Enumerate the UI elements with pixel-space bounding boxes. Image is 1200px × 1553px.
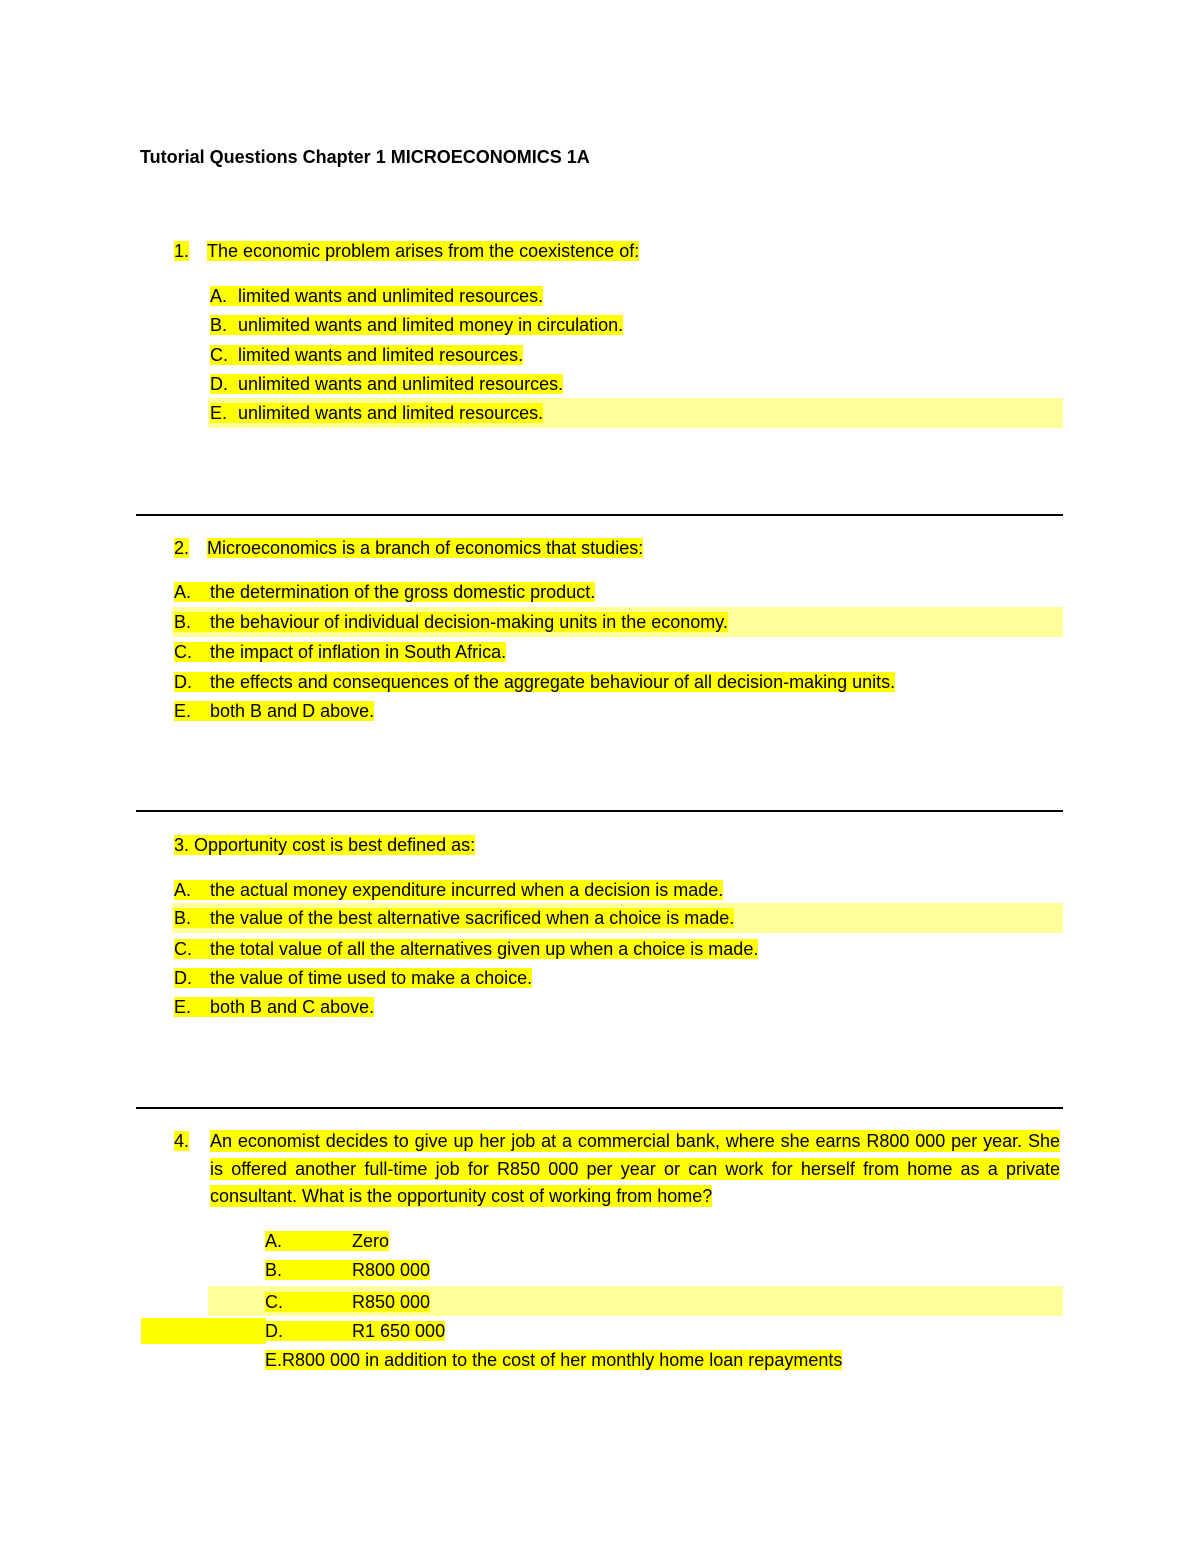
option-letter: E.	[174, 997, 192, 1017]
section-divider	[136, 810, 1063, 812]
option-letter: E.	[174, 701, 192, 721]
q1-option-d	[210, 371, 563, 397]
question-text: Microeconomics is a branch of economics that studies:	[207, 538, 644, 558]
question-2	[174, 535, 643, 561]
question-number: 4.	[174, 1131, 190, 1151]
option-letter: C.	[174, 939, 192, 959]
option-letter: C.	[265, 1292, 283, 1312]
q2-option-d	[174, 669, 895, 695]
q3-option-e	[174, 994, 374, 1020]
question-1	[174, 238, 639, 264]
question-4-number	[174, 1128, 189, 1154]
option-letter: A.	[265, 1231, 283, 1251]
q2-option-e	[174, 698, 374, 724]
option-text: the impact of inflation in South Africa.	[210, 642, 507, 662]
option-text: Zero	[352, 1231, 390, 1251]
q2-option-b	[174, 609, 728, 635]
option-text: the behaviour of individual decision-making units in the economy.	[210, 612, 728, 632]
question-text: The economic problem arises from the coexistence of:	[207, 241, 640, 261]
document-title: Tutorial Questions Chapter 1 MICROECONOMICS 1A	[140, 147, 590, 167]
option-text: the value of the best alternative sacrificed when a choice is made.	[210, 908, 735, 928]
q1-option-b	[210, 312, 623, 338]
option-letter: A.	[210, 286, 228, 306]
q3-option-a	[174, 877, 723, 903]
q2-option-a	[174, 579, 595, 605]
option-letter: B.	[265, 1260, 283, 1280]
q4-option-d	[265, 1318, 445, 1344]
option-letter: D.	[174, 968, 192, 988]
option-text: R1 650 000	[352, 1321, 446, 1341]
option-text: R800 000	[352, 1260, 431, 1280]
option-letter: E.	[210, 403, 228, 423]
q3-option-c	[174, 936, 758, 962]
option-letter: D.	[265, 1321, 283, 1341]
option-text: both B and C above.	[210, 997, 375, 1017]
q1-option-a	[210, 283, 543, 309]
q4-option-e	[265, 1347, 842, 1373]
option-letter: B.	[174, 908, 192, 928]
option-letter: D.	[210, 374, 228, 394]
question-text: An economist decides to give up her job at a commercial bank, where she earns R800 000 per year. She is offered another full-time job for R850 000 per year or can work for herself from home as a private consultant. What is the opportunity cost of working from home?	[210, 1131, 1060, 1206]
option-text: unlimited wants and limited money in circulation.	[238, 315, 624, 335]
option-letter: B.	[210, 315, 228, 335]
option-text: unlimited wants and unlimited resources.	[238, 374, 564, 394]
option-text: the value of time used to make a choice.	[210, 968, 533, 988]
q3-option-b	[174, 905, 734, 931]
highlight-fill	[141, 1318, 266, 1344]
question-3	[174, 832, 475, 858]
q3-option-d	[174, 965, 532, 991]
option-letter: D.	[174, 672, 192, 692]
option-text: limited wants and limited resources.	[238, 345, 524, 365]
option-text: E.R800 000 in addition to the cost of her monthly home loan repayments	[265, 1350, 843, 1370]
question-number: 1.	[174, 241, 190, 261]
q4-option-c	[265, 1289, 430, 1315]
question-4-text	[210, 1128, 1060, 1211]
option-text: the effects and consequences of the aggregate behaviour of all decision-making units.	[210, 672, 896, 692]
option-letter: A.	[174, 582, 192, 602]
option-text: R850 000	[352, 1292, 431, 1312]
option-letter: C.	[210, 345, 228, 365]
option-text: the total value of all the alternatives given up when a choice is made.	[210, 939, 759, 959]
section-divider	[136, 514, 1063, 516]
option-text: the determination of the gross domestic product.	[210, 582, 596, 602]
option-text: the actual money expenditure incurred when a decision is made.	[210, 880, 724, 900]
option-text: unlimited wants and limited resources.	[238, 403, 544, 423]
section-divider	[136, 1107, 1063, 1109]
option-letter: C.	[174, 642, 192, 662]
question-text: 3. Opportunity cost is best defined as:	[174, 835, 476, 855]
option-letter: A.	[174, 880, 192, 900]
q4-option-b	[265, 1257, 430, 1283]
option-text: both B and D above.	[210, 701, 375, 721]
q1-option-c	[210, 342, 523, 368]
q4-option-a	[265, 1228, 389, 1254]
option-text: limited wants and unlimited resources.	[238, 286, 544, 306]
q2-option-c	[174, 639, 506, 665]
q1-option-e	[210, 400, 543, 426]
option-letter: B.	[174, 612, 192, 632]
question-number: 2.	[174, 538, 190, 558]
